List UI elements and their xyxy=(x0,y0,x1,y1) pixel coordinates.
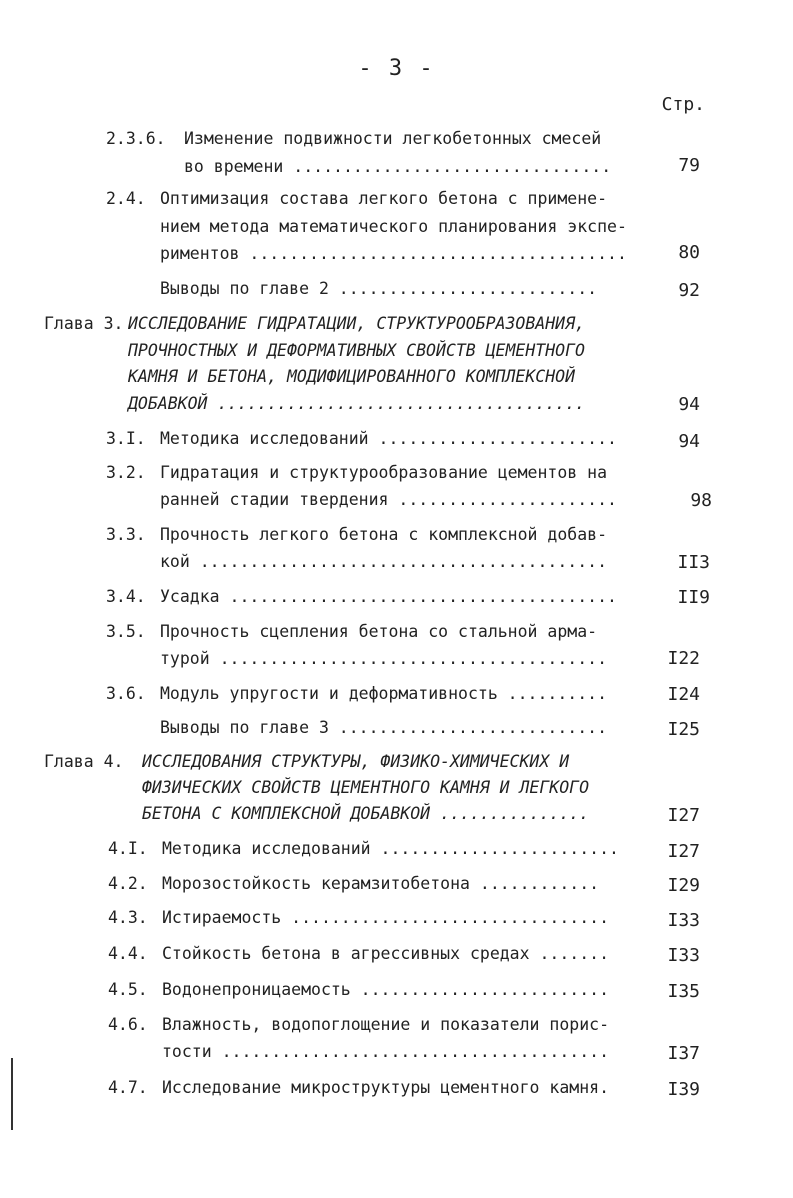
toc-entry-line: Водонепроницаемость ......................... xyxy=(162,980,610,999)
toc-entry-line: Прочность сцепления бетона со стальной арма- xyxy=(160,622,598,641)
toc-entry-line: Исследование микроструктуры цементного камня. xyxy=(162,1078,610,1097)
toc-entry-page: I35 xyxy=(667,981,700,1002)
toc-entry-line: ИССЛЕДОВАНИЯ СТРУКТУРЫ, ФИЗИКО-ХИМИЧЕСКИХ И xyxy=(142,752,570,771)
toc-entry-line: Стойкость бетона в агрессивных средах ....... xyxy=(162,944,610,963)
toc-entry-page: I29 xyxy=(667,875,700,896)
toc-entry-page: II9 xyxy=(677,587,710,608)
toc-entry-page: 94 xyxy=(678,431,700,452)
toc-entry-page: 92 xyxy=(678,280,700,301)
toc-entry-line: турой ....................................... xyxy=(160,649,608,668)
toc-entry-page: I27 xyxy=(667,841,700,862)
toc-entry-page: 79 xyxy=(678,155,700,176)
toc-entry-line: Методика исследований ........................ xyxy=(162,839,619,858)
toc-entry-line: БЕТОНА С КОМПЛЕКСНОЙ ДОБАВКОЙ ............... xyxy=(142,804,590,823)
toc-entry-page: I33 xyxy=(667,910,700,931)
toc-entry-line: Выводы по главе 3 ........................... xyxy=(160,718,608,737)
toc-entry-page: 80 xyxy=(678,242,700,263)
toc-entry-line: во времени ................................ xyxy=(184,157,612,176)
toc-entry-page: II3 xyxy=(677,552,710,573)
toc-entry-line: Усадка ....................................... xyxy=(160,587,617,606)
toc-entry-page: I24 xyxy=(667,684,700,705)
page-number: - 3 - xyxy=(358,56,435,81)
toc-entry-number: 4.6. xyxy=(108,1015,148,1034)
toc-entry-line: Морозостойкость керамзитобетона ............ xyxy=(162,874,600,893)
toc-entry-line: Изменение подвижности легкобетонных смесей xyxy=(184,129,602,148)
toc-entry-line: тости ....................................... xyxy=(162,1042,610,1061)
toc-entry-line: КАМНЯ И БЕТОНА, МОДИФИЦИРОВАННОГО КОМПЛЕКСНОЙ xyxy=(128,367,576,386)
toc-entry-line: ПРОЧНОСТНЫХ И ДЕФОРМАТИВНЫХ СВОЙСТВ ЦЕМЕНТНОГО xyxy=(128,341,585,360)
toc-entry-page: 94 xyxy=(678,394,700,415)
toc-entry-page: I37 xyxy=(667,1043,700,1064)
toc-entry-number: 4.4. xyxy=(108,944,148,963)
toc-entry-line: ранней стадии твердения ...................... xyxy=(160,490,617,509)
toc-entry-page: I39 xyxy=(667,1079,700,1100)
toc-entry-number: 3.4. xyxy=(106,587,146,606)
toc-entry-page: I25 xyxy=(667,719,700,740)
toc-entry-page: I22 xyxy=(667,648,700,669)
toc-entry-line: Влажность, водопоглощение и показатели порис- xyxy=(162,1015,610,1034)
toc-entry-number: 4.7. xyxy=(108,1078,148,1097)
toc-chapter-number: Глава 3. xyxy=(44,314,124,333)
toc-entry-line: Методика исследований ........................ xyxy=(160,429,617,448)
toc-entry-line: ДОБАВКОЙ ..................................... xyxy=(128,394,585,413)
toc-entry-number: 2.4. xyxy=(106,189,146,208)
toc-entry-line: Гидратация и структурообразование цементов на xyxy=(160,463,608,482)
toc-entry-number: 4.2. xyxy=(108,874,148,893)
toc-entry-line: Прочность легкого бетона с комплексной добав- xyxy=(160,525,608,544)
toc-entry-number: 4.5. xyxy=(108,980,148,999)
toc-chapter-number: Глава 4. xyxy=(44,752,124,771)
toc-entry-number: 3.2. xyxy=(106,463,146,482)
toc-entry-page: I27 xyxy=(667,805,700,826)
toc-entry-number: 4.I. xyxy=(108,839,148,858)
toc-entry-number: 3.5. xyxy=(106,622,146,641)
toc-entry-line: нием метода математического планирования экспе- xyxy=(160,217,627,236)
toc-entry-page: I33 xyxy=(667,945,700,966)
toc-entry-line: Оптимизация состава легкого бетона с примене- xyxy=(160,189,608,208)
toc-entry-line: кой ......................................... xyxy=(160,552,608,571)
toc-entry-line: Модуль упругости и деформативность .......... xyxy=(160,684,608,703)
toc-entry-number: 3.3. xyxy=(106,525,146,544)
toc-entry-line: ИССЛЕДОВАНИЕ ГИДРАТАЦИИ, СТРУКТУРООБРАЗОВАНИЯ, xyxy=(128,314,585,333)
toc-entry-line: ФИЗИЧЕСКИХ СВОЙСТВ ЦЕМЕНТНОГО КАМНЯ И ЛЕГКОГО xyxy=(142,778,590,797)
page-column-label: Стр. xyxy=(661,94,705,115)
margin-rule-line xyxy=(11,1058,13,1130)
toc-entry-number: 3.6. xyxy=(106,684,146,703)
toc-entry-page: 98 xyxy=(690,490,712,511)
toc-entry-line: риментов ...................................... xyxy=(160,244,627,263)
toc-entry-number: 4.3. xyxy=(108,908,148,927)
toc-entry-number: 2.3.6. xyxy=(106,129,166,148)
toc-entry-line: Выводы по главе 2 .......................... xyxy=(160,279,598,298)
toc-entry-line: Истираемость ................................ xyxy=(162,908,610,927)
toc-entry-number: 3.I. xyxy=(106,429,146,448)
